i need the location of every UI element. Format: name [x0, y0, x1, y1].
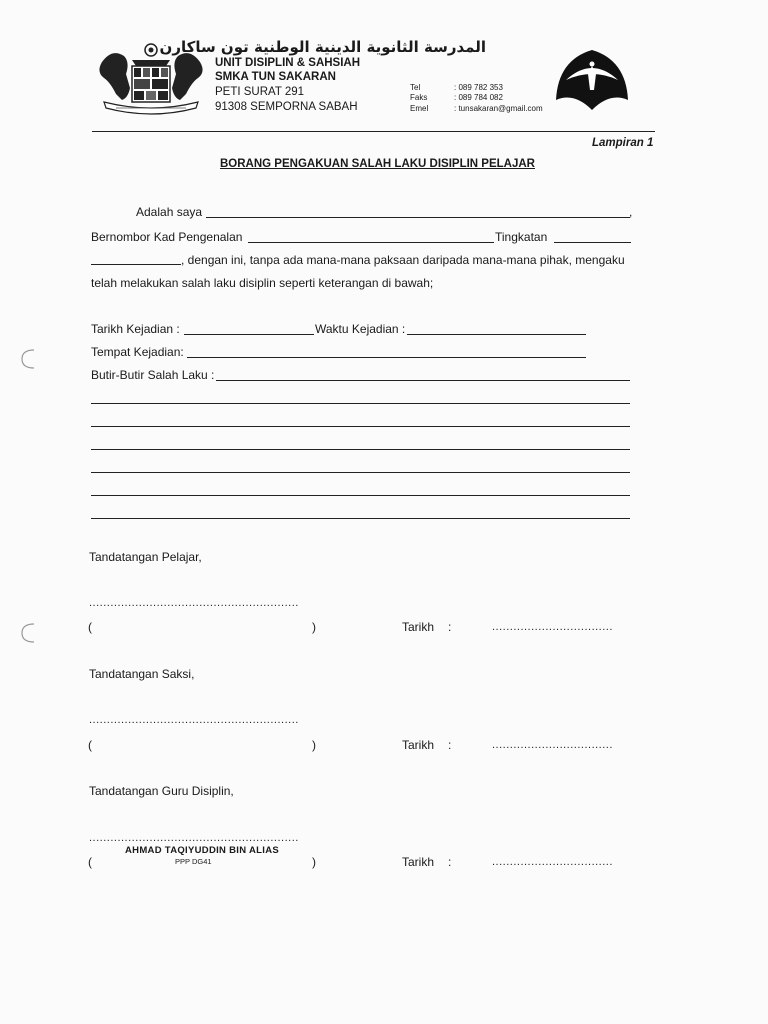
header-divider: [92, 131, 655, 132]
punch-hole-mark-bottom: [18, 620, 38, 646]
witness-signature-label: Tandatangan Saksi,: [89, 667, 195, 681]
student-tarikh-colon: :: [448, 620, 452, 634]
butir-field-line-1[interactable]: [216, 380, 630, 381]
witness-tarikh-colon: :: [448, 738, 452, 752]
teacher-grade-stamp: PPP DG41: [175, 857, 212, 866]
address-line-2: 91308 SEMPORNA SABAH: [215, 101, 358, 113]
student-close-paren: ): [312, 620, 316, 634]
tempat-kejadian-label: Tempat Kejadian:: [91, 345, 184, 359]
butir-field-line-6[interactable]: [91, 495, 630, 496]
butir-field-line-2[interactable]: [91, 403, 630, 404]
class-field[interactable]: [91, 264, 181, 265]
student-signature-field[interactable]: ...........................................................: [89, 597, 299, 609]
tel-label: Tel: [410, 83, 421, 92]
waktu-kejadian-label: Waktu Kejadian :: [315, 322, 406, 336]
emel-label: Emel: [410, 104, 429, 113]
emel-value: : tunsakaran@gmail.com: [454, 104, 543, 113]
teacher-name-stamp: AHMAD TAQIYUDDIN BIN ALIAS: [125, 845, 279, 856]
punch-hole-mark-top: [18, 346, 38, 372]
student-tarikh-field[interactable]: ..................................: [492, 621, 613, 633]
butir-field-line-7[interactable]: [91, 518, 630, 519]
unit-name: UNIT DISIPLIN & SAHSIAH: [215, 57, 361, 69]
lampiran-label: Lampiran 1: [592, 137, 654, 149]
declaration-line-1: , dengan ini, tanpa ada mana-mana paksaan daripada mana-mana pihak, mengaku: [181, 253, 625, 267]
tingkatan-label: Tingkatan: [495, 230, 548, 244]
teacher-tarikh-colon: :: [448, 855, 452, 869]
witness-close-paren: ): [312, 738, 316, 752]
student-signature-label: Tandatangan Pelajar,: [89, 550, 202, 564]
declaration-line-2: telah melakukan salah laku disiplin seperti keterangan di bawah;: [91, 276, 434, 290]
adalah-saya-label: Adalah saya: [136, 205, 203, 219]
name-field[interactable]: [206, 217, 630, 218]
teacher-open-paren: (: [88, 855, 92, 869]
witness-tarikh-field[interactable]: ..................................: [492, 739, 613, 751]
faks-value: : 089 784 082: [454, 93, 503, 102]
witness-tarikh-label: Tarikh: [402, 738, 435, 752]
school-emblem-logo: [550, 46, 634, 114]
ic-number-label: Bernombor Kad Pengenalan: [91, 230, 243, 244]
tarikh-kejadian-field[interactable]: [184, 334, 314, 335]
student-open-paren: (: [88, 620, 92, 634]
comma: ,: [629, 205, 633, 219]
butir-field-line-4[interactable]: [91, 449, 630, 450]
ic-number-field[interactable]: [248, 242, 494, 243]
witness-signature-field[interactable]: ...........................................................: [89, 714, 299, 726]
teacher-tarikh-label: Tarikh: [402, 855, 435, 869]
waktu-kejadian-field[interactable]: [407, 334, 586, 335]
school-name: SMKA TUN SAKARAN: [215, 71, 336, 83]
witness-open-paren: (: [88, 738, 92, 752]
tingkatan-field[interactable]: [554, 242, 631, 243]
teacher-signature-label: Tandatangan Guru Disiplin,: [89, 784, 234, 798]
teacher-tarikh-field[interactable]: ..................................: [492, 856, 613, 868]
tempat-kejadian-field[interactable]: [187, 357, 586, 358]
tel-value: : 089 782 353: [454, 83, 503, 92]
teacher-close-paren: ): [312, 855, 316, 869]
form-title: BORANG PENGAKUAN SALAH LAKU DISIPLIN PELAJAR: [220, 158, 535, 170]
address-line-1: PETI SURAT 291: [215, 86, 305, 98]
student-tarikh-label: Tarikh: [402, 620, 435, 634]
tarikh-kejadian-label: Tarikh Kejadian :: [91, 322, 180, 336]
arabic-school-name: المدرسة الثانوية الدينية الوطنية تون ساكارن: [159, 38, 486, 56]
butir-salah-laku-label: Butir-Butir Salah Laku :: [91, 368, 215, 382]
teacher-signature-field[interactable]: ...........................................................: [89, 832, 299, 844]
butir-field-line-5[interactable]: [91, 472, 630, 473]
faks-label: Faks: [410, 93, 428, 102]
butir-field-line-3[interactable]: [91, 426, 630, 427]
